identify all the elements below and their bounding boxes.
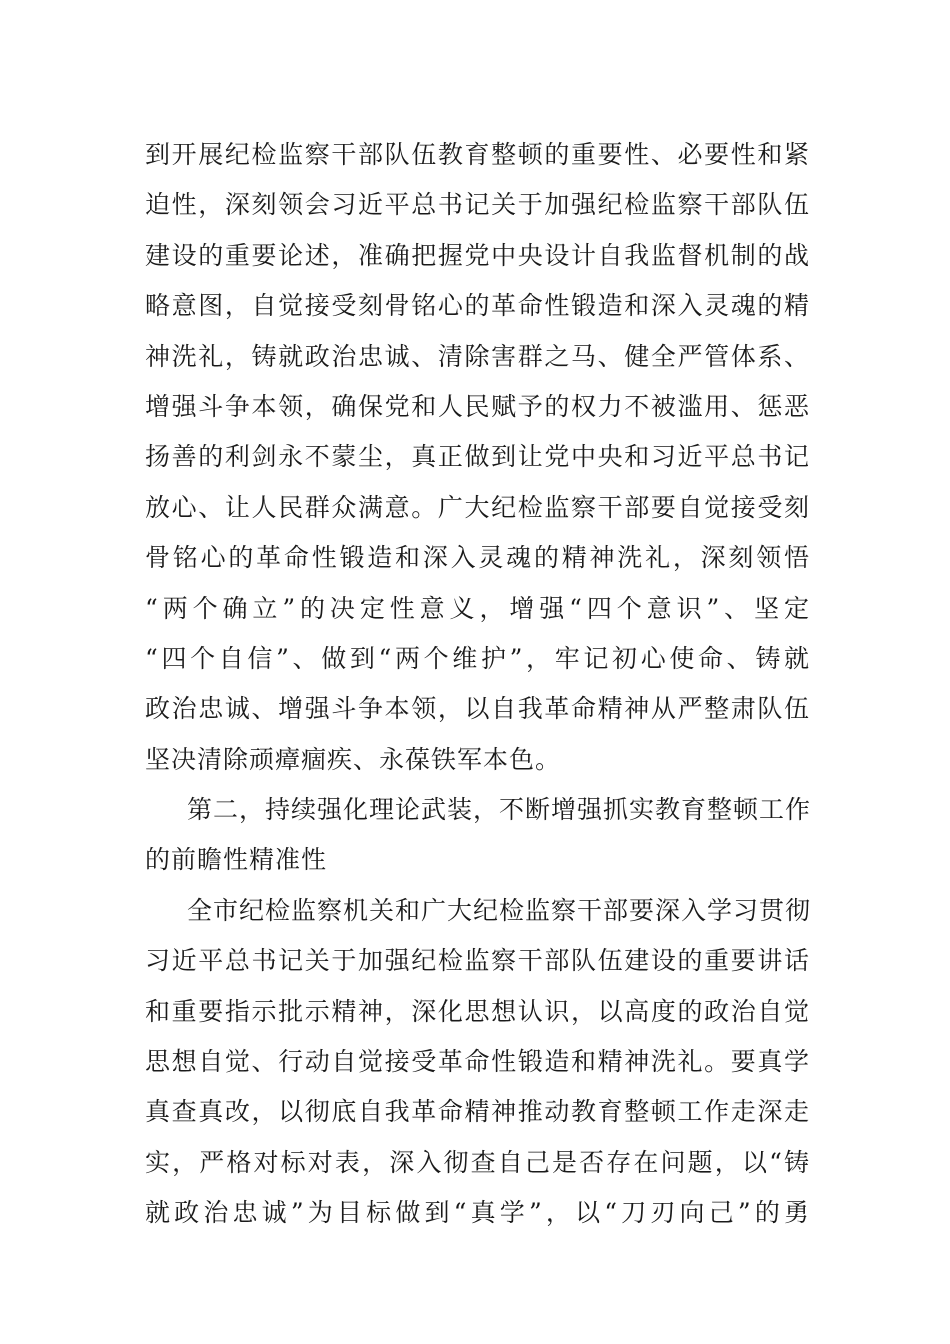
paragraph-1 <box>145 130 810 785</box>
text-line: 略意图，自觉接受刻骨铭心的革命性锻造和深入灵魂的精 <box>145 291 810 321</box>
text-line: 建设的重要论述，准确把握党中央设计自我监督机制的战 <box>145 240 810 270</box>
heading-line: 的前瞻性精准性 <box>145 845 328 875</box>
section-heading <box>145 785 810 886</box>
text-line: 政治忠诚、增强斗争本领，以自我革命精神从严整肃队伍 <box>145 694 810 724</box>
text-line: “两个确立”的决定性意义，增强“四个意识”、坚定 <box>145 593 810 623</box>
text-line: 骨铭心的革命性锻造和深入灵魂的精神洗礼，深刻领悟 <box>145 543 810 573</box>
text-line: 实，严格对标对表，深入彻查自己是否存在问题，以“铸 <box>145 1147 810 1177</box>
text-line: 增强斗争本领，确保党和人民赋予的权力不被滥用、惩恶 <box>145 391 810 421</box>
text-line: 全市纪检监察机关和广大纪检监察干部要深入学习贯彻 <box>187 895 812 925</box>
text-line: 习近平总书记关于加强纪检监察干部队伍建设的重要讲话 <box>145 946 810 976</box>
text-line: 思想自觉、行动自觉接受革命性锻造和精神洗礼。要真学 <box>145 1047 810 1077</box>
text-line: 就政治忠诚”为目标做到“真学”，以“刀刃向己”的勇 <box>145 1198 810 1228</box>
text-line: “四个自信”、做到“两个维护”，牢记初心使命、铸就 <box>145 643 810 673</box>
paragraph-2 <box>145 886 810 1239</box>
body-text <box>145 130 810 1239</box>
text-line: 神洗礼，铸就政治忠诚、清除害群之马、健全严管体系、 <box>145 341 810 371</box>
heading-line: 第二，持续强化理论武装，不断增强抓实教育整顿工作 <box>187 795 812 825</box>
text-line: 迫性，深刻领会习近平总书记关于加强纪检监察干部队伍 <box>145 190 810 220</box>
text-line: 到开展纪检监察干部队伍教育整顿的重要性、必要性和紧 <box>145 140 810 169</box>
text-line: 放心、让人民群众满意。广大纪检监察干部要自觉接受刻 <box>145 492 810 522</box>
text-line: 和重要指示批示精神，深化思想认识，以高度的政治自觉 <box>145 996 810 1026</box>
text-line: 坚决清除顽瘴痼疾、永葆铁军本色。 <box>145 744 562 774</box>
text-line: 扬善的利剑永不蒙尘，真正做到让党中央和习近平总书记 <box>145 442 810 472</box>
text-line: 真查真改，以彻底自我革命精神推动教育整顿工作走深走 <box>145 1097 810 1127</box>
